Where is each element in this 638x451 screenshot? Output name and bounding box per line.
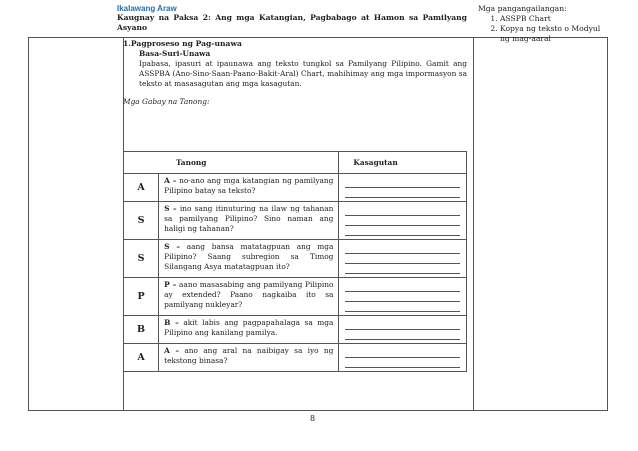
question-lead: S – [164,204,177,213]
requirement-item: 2. Kopya ng teksto o Modyul ng mag-aaral [500,24,606,44]
answer-blank-line[interactable] [345,254,460,264]
answer-cell[interactable] [339,344,467,372]
question-body: aano masasabing ang pamilyang Pilipino ay extended? Paano nagkaiba ito sa pamilyang nukleyar? [164,280,334,309]
requirements-title: Mga pangangailangan: [478,4,567,13]
answer-blank-line[interactable] [345,244,460,254]
day-heading: Ikalawang Araw [117,4,177,13]
table-row [124,344,467,372]
question-lead: P – [164,280,177,289]
answer-blank-line[interactable] [345,226,460,236]
row-letter: S [124,202,159,240]
answer-cell[interactable] [339,174,467,202]
question-lead: A – [164,176,177,185]
answer-blank-line[interactable] [345,292,460,302]
question-body: ino sang itinuturing na ilaw ng tahanan sa pamilyang Pilipino? Sino naman ang haligi ng tahanan? [164,204,334,233]
question-body: akit labis ang pagpapahalaga sa mga Pilipino ang kanilang pamilya. [164,318,334,337]
answer-cell[interactable] [339,240,467,278]
requirements-column [478,4,606,44]
question-lead: A – [164,346,180,355]
asspba-table [123,151,467,372]
answer-blank-line[interactable] [345,216,460,226]
question-lead: B – [164,318,179,327]
step-heading: 1.Pagproseso ng Pag-unawa [123,39,242,48]
instruction-paragraph: Ipabasa, ipasuri at ipaunawa ang teksto tungkol sa Pamilyang Pilipino. Gamit ang ASSPBA (Ano-Sino-Saan-Paano-Bakit-Aral) Chart, mahihimay ang mga impormasyon sa teksto at masasagutan ang mga kasagutan. [139,59,467,88]
table-row [124,316,467,344]
question-text [159,344,339,372]
answer-blank-line[interactable] [345,178,460,188]
guide-questions-label: Mga Gabay na Tanong: [123,97,210,106]
question-body: ano ang aral na naibigay sa iyo ng tekstong binasa? [164,346,334,365]
answer-column-header: Kasagutan [339,152,467,174]
answer-blank-line[interactable] [345,330,460,340]
answer-blank-line[interactable] [345,302,460,312]
answer-blank-line[interactable] [345,264,460,274]
requirement-item: 1. ASSPB Chart [500,14,606,24]
question-text [159,202,339,240]
answer-blank-line[interactable] [345,348,460,358]
question-lead: S – [164,242,181,251]
activity-title: Basa-Suri-Unawa [139,49,211,58]
answer-cell[interactable] [339,202,467,240]
row-letter: P [124,278,159,316]
table-row [124,240,467,278]
row-letter: A [124,174,159,202]
column-divider-right [473,38,474,410]
answer-blank-line[interactable] [345,188,460,198]
topic-heading: Kaugnay na Paksa 2: Ang mga Katangian, Pagbabago at Hamon sa Pamilyang Asyano [117,13,467,32]
question-body: no-ano ang mga katangian ng pamilyang Pilipino batay sa teksto? [164,176,334,195]
answer-blank-line[interactable] [345,320,460,330]
question-text [159,316,339,344]
question-text [159,240,339,278]
table-header-row [124,152,467,174]
answer-cell[interactable] [339,278,467,316]
table-row [124,174,467,202]
page-number: 8 [310,414,316,423]
question-text [159,278,339,316]
answer-blank-line[interactable] [345,282,460,292]
question-body: aang bansa matatagpuan ang mga Pilipino? Saang subregion sa Timog Silangang Asya matatagpuan ito? [164,242,334,271]
answer-cell[interactable] [339,316,467,344]
question-text [159,174,339,202]
table-row [124,202,467,240]
table-row [124,278,467,316]
row-letter: B [124,316,159,344]
lesson-content [117,4,467,106]
requirements-list [478,14,606,44]
table-body [124,174,467,372]
answer-blank-line[interactable] [345,206,460,216]
question-column-header: Tanong [124,152,339,174]
row-letter: S [124,240,159,278]
answer-blank-line[interactable] [345,358,460,368]
row-letter: A [124,344,159,372]
